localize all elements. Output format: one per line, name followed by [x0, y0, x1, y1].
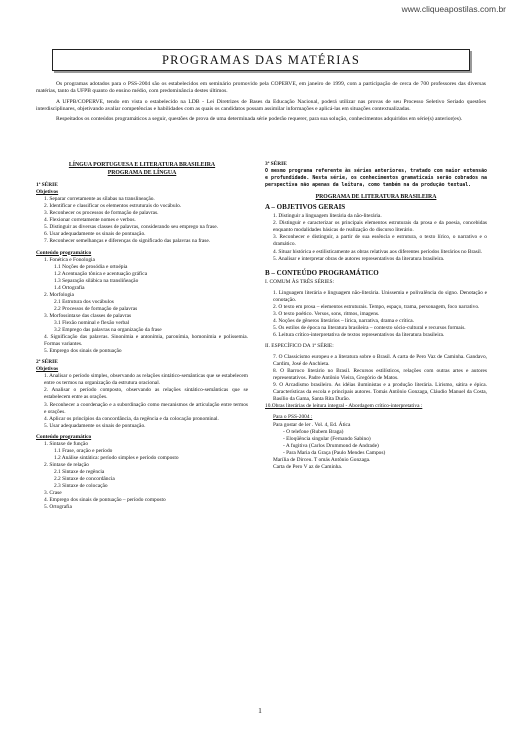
- list-item: Carta de Pero V az de Caminha.: [273, 463, 343, 470]
- sub-list-item: 3.2 Emprego das palavras na organização da frase: [54, 327, 162, 334]
- list-item: 2. Sintaxe de relação: [44, 461, 89, 468]
- conteudo-label: Conteúdo programático: [36, 249, 92, 256]
- item-10: 10.Obras literárias de leitura integral - Abordagem crítico-interpretativa :: [265, 403, 423, 410]
- list-item: Marília de Dirceu. T omás Antônio Gonzaga.: [273, 456, 371, 463]
- list-item: 5. Usar adequadamente os sinais de pontuação.: [44, 422, 146, 429]
- list-item: 1. Sintaxe de função: [44, 440, 89, 447]
- list-item: 6. Usar adequadamente os sinais de pontuação.: [44, 231, 146, 238]
- sub-list-item: - O telefone (Rubem Braga): [283, 428, 344, 435]
- right-column: [265, 161, 487, 471]
- objetivos-label: Objetivos: [36, 366, 59, 373]
- sub-list-item: 1.3 Separação silábica na transliñeação: [54, 277, 139, 284]
- list-item: 3. Crase: [44, 490, 62, 497]
- list-item: 5. Emprego dos sinais de pontuação: [44, 348, 122, 355]
- sub-list-item: - Para Maria da Graça (Paulo Mendes Campos): [283, 449, 386, 456]
- serie-label: 2ª SÉRIE: [36, 359, 58, 366]
- content-list: [265, 290, 487, 339]
- list-item: 2. Morfologia: [44, 291, 74, 298]
- list-item: 4. Flexionar corretamente nomes e verbos.: [44, 217, 136, 224]
- serie3-description: O mesmo programa referente às séries anteriores, tratado com maior extensão e profundidade. Nesta série, os conhecimentos gramaticais serão cobrados na perspectiva não apenas da leitura, como também na da produção textual.: [265, 168, 487, 189]
- subsection-label: I. COMUM ÀS TRÊS SÉRIES:: [265, 278, 334, 285]
- intro-paragraph: Os programas adotados para o PSS-2004 são os estabelecidos em seminário promovido pela COPERVE, em janeiro de 1999, com a participação de cerca de 700 professores das diversas matérias, tanto da UFPB quanto do ensino médio, com predominância destes últimos.: [36, 81, 486, 95]
- list-item: 9. O Arcadismo brasileiro. As idéias iluministas e a produção literária. Lirismo, sátira e épica. Características da escola e principais autores. Tomás Antônio Gonzaga, Cláudio Manuel da Costa, Basílio da Gama, Santa Rita Durão.: [273, 382, 487, 403]
- page-number: 1: [258, 706, 262, 715]
- sub-list-item: - Eloqüência singular (Fernando Sabino): [283, 435, 371, 442]
- sub-list-item: 1.4 Ortografia: [54, 284, 85, 291]
- list-item: 1. Linguagem literária e linguagem não-literária. Unissemia e polivalência do signo. Denotação e conotação.: [273, 289, 487, 303]
- page-title-box: [52, 49, 470, 71]
- list-item: 2. O texto em prosa – elementos estruturais. Tempo, espaço, trama, personagem, foco narrativo.: [273, 303, 480, 310]
- list-item: 1. Analisar o período simples, observando as relações sintático-semânticas que se estabelecem entre os termos na organização da estrutura oracional.: [44, 373, 248, 387]
- list-item: 1. Distinguir a linguagem literária da não-literária.: [273, 213, 382, 220]
- list-item: 6. Leitura crítico-interpretativa de textos representativos da literatura brasileira.: [273, 331, 445, 338]
- list-item: 1. Separar corretamente as sílabas na translineação.: [44, 196, 155, 203]
- page-title: PROGRAMAS DAS MATÉRIAS: [162, 53, 360, 67]
- pss-label: Para o PSS-2004 :: [273, 414, 313, 421]
- list-item: Para gostar de ler . Vol. 4, Ed. Ática: [273, 421, 351, 428]
- conteudo-label: Conteúdo programático: [36, 433, 92, 440]
- list-item: 3. Morfossintaxe das classes de palavras: [44, 312, 132, 319]
- list-item: 4. Noções de gêneros literários – lírica, narrativa, drama e crítica.: [273, 317, 414, 324]
- sub-list-item: 1.2 Análise sintática: período simples e período composto: [54, 454, 179, 461]
- content-list: [36, 257, 248, 356]
- left-column: [36, 161, 248, 511]
- section-heading: LÍNGUA PORTUGUESA E LITERATURA BRASILEIRA: [68, 162, 216, 168]
- list-item: 3. Reconhecer a coordenação e a subordinação como mecanismos de articulação entre termos e orações.: [44, 401, 248, 415]
- serie-label: 1ª SÉRIE: [36, 182, 58, 189]
- objectives-list: [36, 373, 248, 429]
- list-item: 8. O Barroco literário no Brasil. Recursos estilísticos, relações com outras artes e autores representativos. Padre Antônio Vieira, Gregório de Matos.: [273, 368, 487, 382]
- literature-heading: PROGRAMA DE LITERATURA BRASILEIRA: [315, 194, 437, 201]
- list-item: 2. Analisar o período composto, observando as relações sintático-semânticas que se estabelecem entre as orações.: [44, 387, 248, 401]
- sub-list-item: 1.1 Noções de prosódia e ortoépia: [54, 263, 128, 270]
- list-item: 3. Reconhecer os processos de formação de palavras.: [44, 210, 159, 217]
- intro-paragraph: A UFPB/COPERVE, tendo em vista o estabelecido na LDB - Lei Diretrizes de Bases da Educação Nacional, poderá utilizar nas provas de seu Processo Seletivo Seriado questões interdisciplinares, objetivando avaliar competências e habilidades com as quais os candidatos possam assimilar informações e aplicá-las em situações contextualizadas.: [36, 98, 486, 112]
- list-item: 7. Reconhecer semelhanças e diferenças do significado das palavras na frase.: [44, 238, 211, 245]
- content-list: [265, 354, 487, 403]
- objetivos-label: Objetivos: [36, 189, 59, 196]
- list-item: 1. Fonética e Fonologia: [44, 256, 95, 263]
- objectives-list: [265, 213, 487, 262]
- content-list: [36, 441, 248, 511]
- intro-paragraph: Respeitados os conteúdos programáticos a seguir, questões de prova de uma determinada série poderão requerer, para sua solução, conhecimentos adquiridos em série(s) anterior(es).: [56, 116, 463, 123]
- list-item: 4. Emprego dos sinais de pontuação – período composto: [44, 497, 166, 504]
- list-item: 2. Identificar e classificar os elementos estruturais do vocábulo.: [44, 203, 182, 210]
- list-item: 5. Os estilos de época na literatura brasileira – contexto sócio-cultural e recursos formais.: [273, 324, 466, 331]
- section-b-heading: B – CONTEÚDO PROGRAMÁTICO: [265, 268, 379, 277]
- sub-list-item: - A fugitiva (Carlos Drummond de Andrade): [283, 442, 379, 449]
- intro-section: [36, 81, 486, 127]
- sub-list-item: 2.1 Estrutura dos vocábulos: [54, 298, 114, 305]
- sub-list-item: 2.3 Sintaxe de colocação: [54, 483, 108, 490]
- section-subheading: PROGRAMA DE LÍNGUA: [107, 170, 177, 177]
- list-item: 3. O texto poético. Versos, sons, ritmos, imagens.: [273, 310, 380, 317]
- list-item: 5. Analisar e interpretar obras de autores representativos da literatura brasileira.: [273, 255, 445, 262]
- list-item: 3. Reconhecer e distinguir, a partir de sua essência e estrutura, o texto lírico, o narrativo e o dramático.: [273, 234, 487, 248]
- list-item: 4. Significação das palavras. Sinonímia e antonímia, paronímia, homonímia e polissemia. Formas variantes.: [44, 334, 248, 348]
- section-a-heading: A – OBJETIVOS GERAIS: [265, 203, 346, 212]
- list-item: 4. Aplicar os princípios da concordância, da regência e da colocação pronominal.: [44, 415, 219, 422]
- sub-list-item: 2.2 Processos de formação de palavras: [54, 305, 138, 312]
- list-item: 2. Distinguir e caracterizar os principais elementos estruturais da prosa e da poesia, concebidas enquanto modalidades básicas de realização do discurso literário.: [273, 220, 487, 234]
- list-item: 5. Ortografia: [44, 504, 72, 511]
- sub-list-item: 1.1 Frase, oração e período: [54, 447, 113, 454]
- list-item: 5. Distinguir as diversas classes de palavras, considerando seu emprego na frase.: [44, 224, 218, 231]
- objectives-list: [36, 196, 248, 245]
- serie-label: 3ª SÉRIE: [265, 161, 287, 167]
- sub-list-item: 2.1 Sintaxe de regência: [54, 468, 105, 475]
- sub-list-item: 3.1 Flexão nominal e flexão verbal: [54, 319, 130, 326]
- list-item: 7. O Classicismo europeu e a literatura sobre o Brasil. A carta de Pero Vaz de Caminha. Gandavo, Cardim, José de Anchieta.: [273, 354, 487, 368]
- list-item: 4. Situar histórica e estilisticamente as obras relativas aos diferentes períodos literários no Brasil.: [273, 248, 483, 255]
- reading-list: [265, 422, 487, 471]
- sub-list-item: 1.2 Acentuação tônica e acentuação gráfica: [54, 270, 148, 277]
- subsection-label: II. ESPECÍFICO DA 1ª SÉRIE:: [265, 343, 334, 350]
- site-url[interactable]: www.cliqueapostilas.com.br: [401, 4, 506, 14]
- sub-list-item: 2.2 Sintaxe de concordância: [54, 475, 115, 482]
